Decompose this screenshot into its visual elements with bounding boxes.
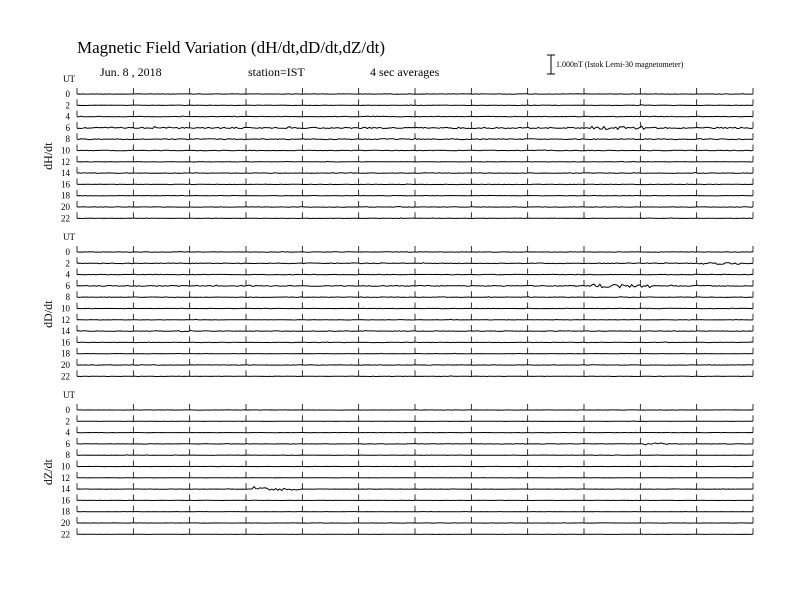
trace-row xyxy=(66,133,754,144)
trace-row xyxy=(61,506,753,517)
trace-row xyxy=(66,404,754,415)
series-line xyxy=(77,308,753,309)
series-line xyxy=(77,319,753,320)
time-axis-label: UT xyxy=(63,390,75,400)
series-line xyxy=(77,297,753,298)
row-label: 12 xyxy=(61,156,70,167)
series-line xyxy=(77,342,753,343)
row-label: 2 xyxy=(65,416,70,427)
row-label: 6 xyxy=(65,438,70,449)
trace-row xyxy=(61,178,753,189)
panel-label: dH/dt xyxy=(41,142,55,170)
row-label: 18 xyxy=(61,190,70,201)
row-label: 12 xyxy=(61,472,70,483)
trace-row xyxy=(61,212,753,223)
series-line xyxy=(77,365,753,366)
row-label: 6 xyxy=(65,122,70,133)
trace-row xyxy=(61,483,753,494)
row-label: 4 xyxy=(65,111,70,122)
row-label: 2 xyxy=(65,100,70,111)
row-label: 10 xyxy=(61,303,70,314)
trace-row xyxy=(66,269,754,280)
trace-row xyxy=(61,201,753,212)
row-label: 22 xyxy=(61,529,70,540)
averaging-label: 4 sec averages xyxy=(370,65,440,79)
trace-row xyxy=(66,122,754,133)
series-line xyxy=(77,330,753,331)
trace-row xyxy=(61,472,753,483)
row-label: 0 xyxy=(65,89,70,99)
station-label: station=IST xyxy=(248,65,305,79)
row-label: 4 xyxy=(65,427,70,438)
panel-dH-dt xyxy=(41,74,753,223)
row-label: 10 xyxy=(61,145,70,156)
row-label: 18 xyxy=(61,506,70,517)
trace-row xyxy=(61,190,753,201)
row-label: 2 xyxy=(65,258,70,269)
row-label: 20 xyxy=(61,202,70,212)
row-label: 12 xyxy=(61,314,70,325)
trace-row xyxy=(66,99,754,110)
trace-row xyxy=(61,314,753,325)
panel-dZ-dt xyxy=(41,390,753,539)
trace-row xyxy=(66,449,754,460)
scale-bar xyxy=(547,55,555,74)
trace-row xyxy=(61,517,753,528)
row-label: 0 xyxy=(65,247,70,257)
trace-row xyxy=(66,88,754,99)
row-label: 16 xyxy=(61,495,70,506)
trace-row xyxy=(66,280,754,291)
series-line xyxy=(77,252,753,253)
row-label: 20 xyxy=(61,360,70,370)
series-line xyxy=(77,207,753,208)
row-label: 6 xyxy=(65,280,70,291)
time-axis-label: UT xyxy=(63,232,75,242)
row-label: 22 xyxy=(61,371,70,382)
row-label: 8 xyxy=(65,450,70,461)
row-label: 14 xyxy=(61,168,70,179)
series-line xyxy=(77,263,753,265)
trace-row xyxy=(61,348,753,359)
chart-title: Magnetic Field Variation (dH/dt,dD/dt,dZ/dt) xyxy=(77,38,386,57)
row-label: 10 xyxy=(61,461,70,472)
trace-row xyxy=(61,336,753,347)
row-label: 8 xyxy=(65,134,70,145)
trace-row xyxy=(61,528,753,539)
trace-row xyxy=(61,461,753,472)
trace-row xyxy=(66,427,754,438)
row-label: 16 xyxy=(61,179,70,190)
panel-label: dD/dt xyxy=(41,300,55,328)
trace-row xyxy=(61,370,753,381)
panel-label: dZ/dt xyxy=(41,459,55,486)
trace-row xyxy=(66,111,754,122)
trace-row xyxy=(66,257,754,268)
panels xyxy=(41,74,753,539)
series-line xyxy=(77,455,753,456)
series-line xyxy=(77,218,753,219)
row-label: 0 xyxy=(65,405,70,415)
row-label: 14 xyxy=(61,484,70,495)
trace-row xyxy=(61,325,753,336)
trace-row xyxy=(61,167,753,178)
series-line xyxy=(77,150,753,151)
date-label: Jun. 8 , 2018 xyxy=(100,65,162,79)
row-label: 16 xyxy=(61,337,70,348)
trace-row xyxy=(61,145,753,156)
series-line xyxy=(77,443,753,445)
row-label: 18 xyxy=(61,348,70,359)
series-line xyxy=(77,195,753,196)
row-label: 4 xyxy=(65,269,70,280)
series-line xyxy=(77,161,753,162)
scale-bar-label: 1.000nT (Istok Lemi-30 magnetometer) xyxy=(556,60,684,69)
series-line xyxy=(77,105,753,106)
trace-row xyxy=(61,494,753,505)
trace-row xyxy=(61,303,753,314)
series-line xyxy=(77,184,753,185)
time-axis-label: UT xyxy=(63,74,75,84)
trace-row xyxy=(66,246,754,257)
trace-row xyxy=(66,291,754,302)
series-line xyxy=(77,353,753,354)
series-line xyxy=(77,94,753,95)
row-label: 22 xyxy=(61,213,70,224)
series-line xyxy=(77,376,753,377)
panel-dD-dt xyxy=(41,232,753,381)
row-label: 20 xyxy=(61,518,70,528)
trace-row xyxy=(66,438,754,449)
row-label: 14 xyxy=(61,326,70,337)
trace-row xyxy=(66,415,754,426)
row-label: 8 xyxy=(65,292,70,303)
trace-row xyxy=(61,156,753,167)
trace-row xyxy=(61,359,753,370)
